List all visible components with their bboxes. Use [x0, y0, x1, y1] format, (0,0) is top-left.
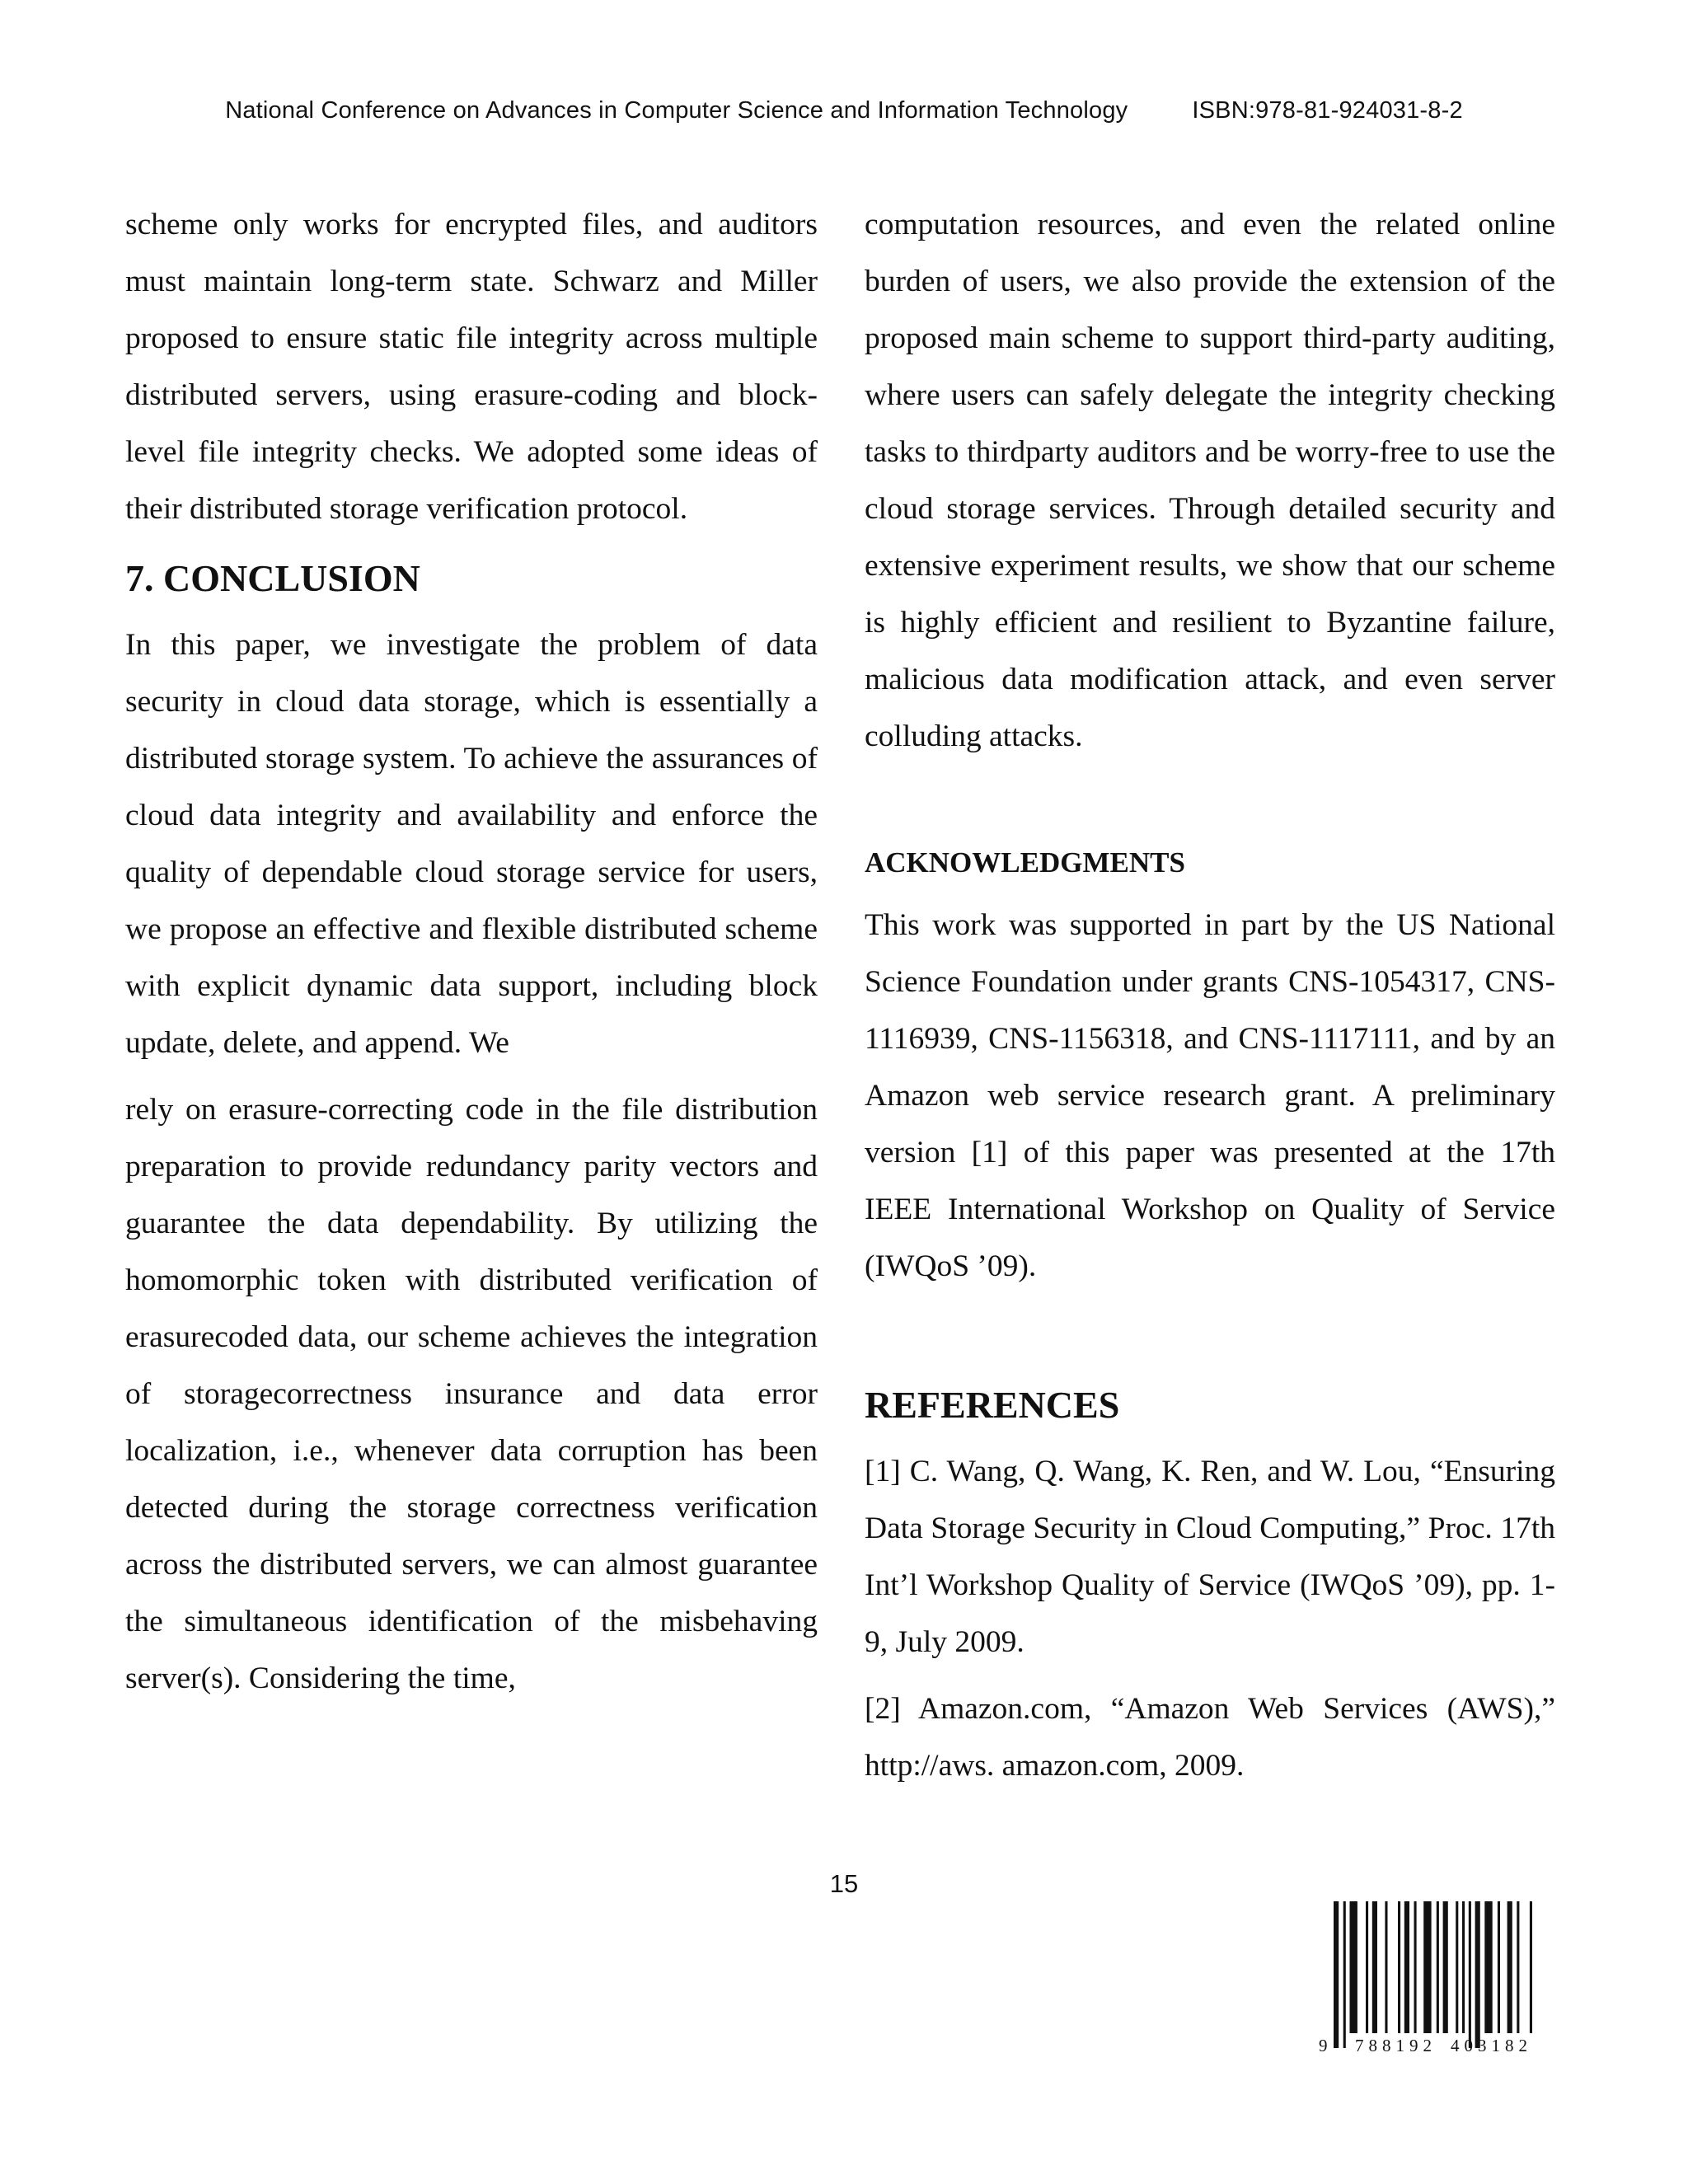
conclusion-paragraph-2: rely on erasure-correcting code in the file distribution preparation to provide redundancy parity vectors and guarantee the data dependability. By utilizing the homomorphic token with distributed verification of erasurecoded data, our scheme achieves the integration of storagecorrectness insurance and data error localization, i.e., whenever data corruption has been detected during the storage correctness verification across the distributed servers, we can almost guarantee the simultaneous identification of the misbehaving server(s). Considering the time, — [125, 1093, 818, 1695]
section-gap — [865, 765, 1555, 842]
barcode-bar — [1350, 1901, 1357, 2033]
barcode-bar — [1517, 1901, 1519, 2033]
barcode-bar — [1372, 1901, 1377, 2033]
barcode-bar — [1334, 1901, 1339, 2048]
acknowledgments-paragraph: This work was supported in part by the US National Science Foundation under grants CNS-1054317, CNS- 1116939, CNS-1156318, and CNS-1117111, and by an Amazon web service research grant. A preliminary version [1] of this paper was presented at the 17th IEEE International Workshop on Quality of Service (IWQoS ’09). — [865, 908, 1555, 1283]
barcode-bar — [1385, 1901, 1387, 2033]
barcode-bar — [1475, 1901, 1480, 2048]
barcode-bar — [1456, 1901, 1458, 2033]
page-number: 15 — [829, 1869, 859, 1898]
barcode-first-digit: 9 — [1319, 2036, 1328, 2055]
conclusion-heading: 7. CONCLUSION — [125, 557, 420, 599]
barcode-bar — [1469, 1901, 1471, 2048]
right-column — [865, 196, 1555, 1804]
conference-title: National Conference on Advances in Computer Science and Information Technology — [225, 97, 1128, 124]
acknowledgments-heading: ACKNOWLEDGMENTS — [865, 846, 1185, 879]
isbn-number: ISBN:978-81-924031-8-2 — [1192, 97, 1463, 124]
barcode-bars — [1334, 1901, 1532, 2048]
barcode-bar — [1530, 1901, 1532, 2033]
continued-paragraph: computation resources, and even the related online burden of users, we also provide the extension of the proposed main scheme to support third-party auditing, where users can safely delegate the integrity checking tasks to thirdparty auditors and be worry-free to use the cloud storage services. Through detailed security and extensive experiment results, we show that our scheme is highly efficient and resilient to Byzantine failure, malicious data modification attack, and even server colluding attacks. — [865, 208, 1555, 753]
barcode-bar — [1462, 1901, 1465, 2033]
barcode-bar — [1404, 1901, 1409, 2033]
barcode-bar — [1507, 1901, 1512, 2033]
reference-item-1: [1] C. Wang, Q. Wang, K. Ren, and W. Lou, “Ensuring Data Storage Security in Cloud Computing,” Proc. 17th Int’l Workshop Quality of Service (IWQoS ’09), pp. 1-9, July 2009. — [865, 1455, 1555, 1659]
references-heading: REFERENCES — [865, 1384, 1120, 1426]
conclusion-paragraph-1: In this paper, we investigate the problem of data security in cloud data storage, which is essentially a distributed storage system. To achieve the assurances of cloud data integrity and availability and enforce the quality of dependable cloud storage service for users, we propose an effective and flexible distributed scheme with explicit dynamic data support, including block update, delete, and append. We — [125, 628, 818, 1060]
page-header — [0, 97, 1688, 124]
barcode-bar — [1443, 1901, 1448, 2033]
barcode-bar — [1498, 1901, 1500, 2033]
section-gap — [865, 1295, 1555, 1364]
barcode-right-digits: 403182 — [1451, 2036, 1532, 2055]
barcode-bar — [1414, 1901, 1417, 2033]
paragraph-gap — [125, 1071, 818, 1081]
isbn-barcode — [1319, 1900, 1543, 2056]
barcode-graphic — [1319, 1900, 1543, 2056]
left-column — [125, 196, 818, 1707]
barcode-bar — [1366, 1901, 1368, 2033]
barcode-bar — [1437, 1901, 1439, 2033]
barcode-bar — [1423, 1901, 1431, 2033]
reference-item-2: [2] Amazon.com, “Amazon Web Services (AWS),” http://aws. amazon.com, 2009. — [865, 1692, 1555, 1783]
barcode-bar — [1484, 1901, 1492, 2033]
barcode-left-digits: 788192 — [1355, 2036, 1437, 2055]
barcode-bar — [1343, 1901, 1346, 2048]
intro-paragraph: scheme only works for encrypted files, and auditors must maintain long-term state. Schwarz and Miller proposed to ensure static file integrity across multiple distributed servers, using erasure-coding and block-level file integrity checks. We adopted some ideas of their distributed storage verification protocol. — [125, 208, 818, 526]
barcode-bar — [1398, 1901, 1400, 2033]
